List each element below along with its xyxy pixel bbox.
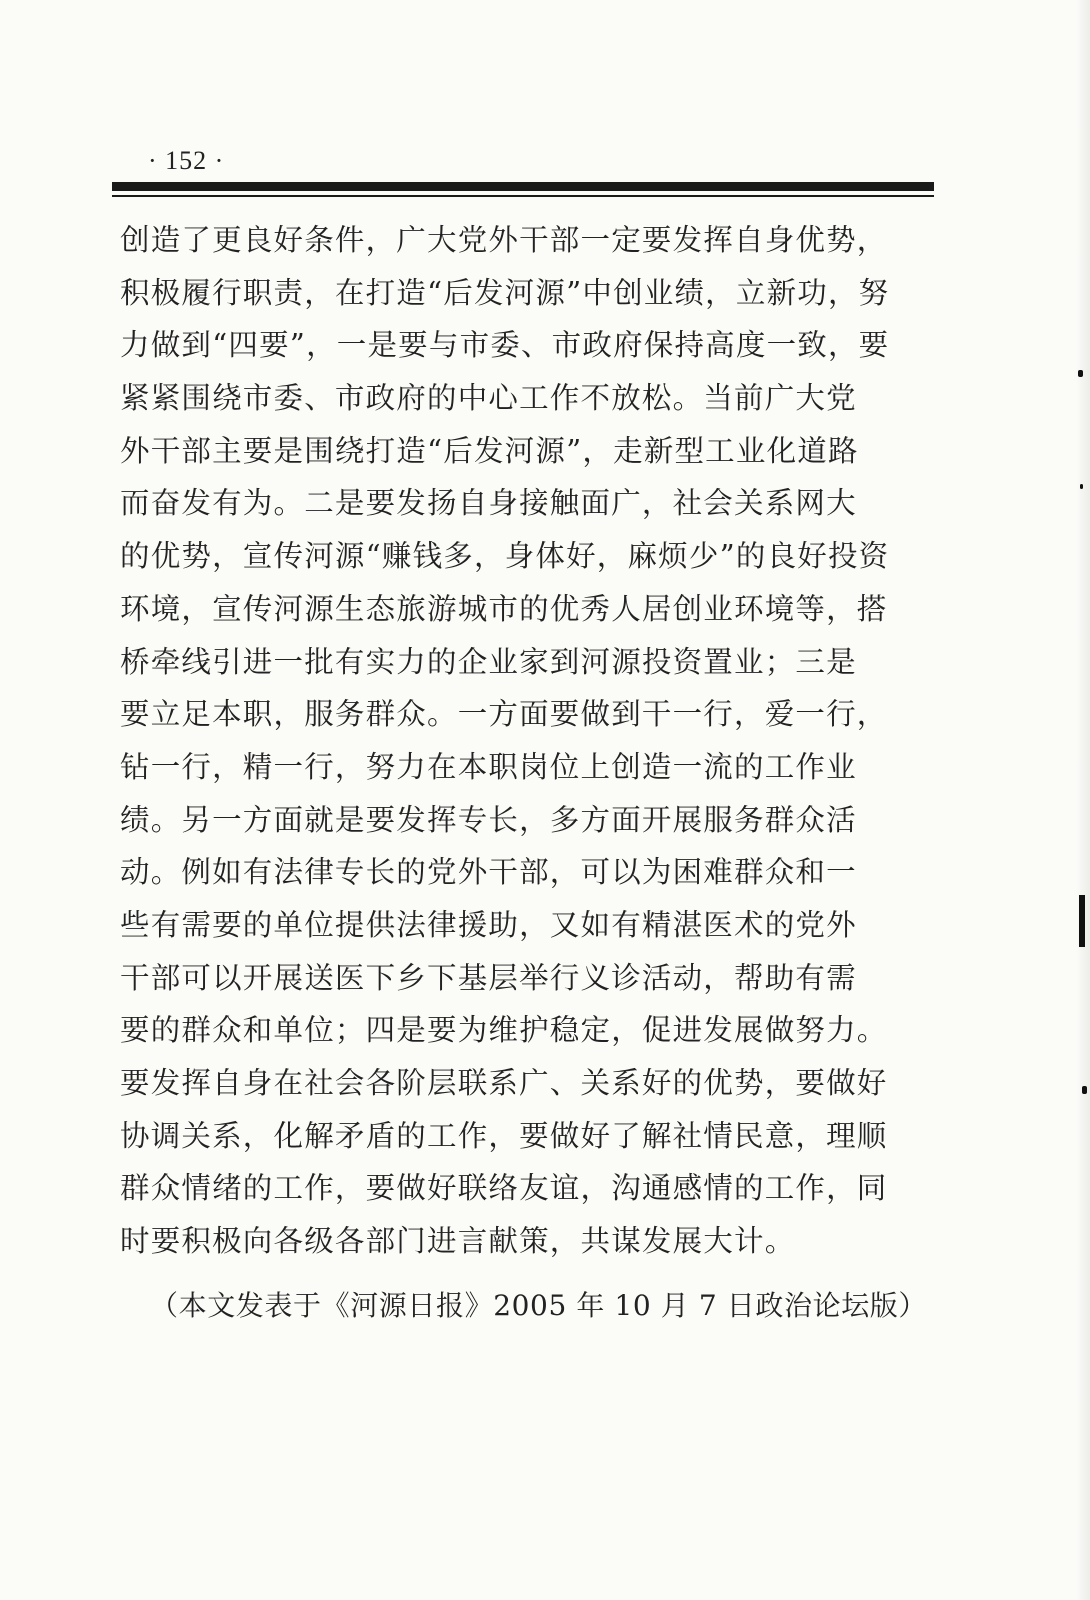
body-line: 群众情绪的工作，要做好联络友谊，沟通感情的工作，同 [120, 1171, 888, 1206]
body-line: 的优势，宣传河源“赚钱多，身体好，麻烦少”的良好投资 [120, 539, 890, 574]
body-line: 钻一行，精一行，努力在本职岗位上创造一流的工作业 [120, 749, 857, 784]
source-note: （本文发表于《河源日报》2005 年 10 月 7 日政治论坛版） [150, 1289, 928, 1322]
body-line: 要的群众和单位；四是要为维护稳定，促进发展做努力。 [120, 1013, 888, 1048]
body-line: 外干部主要是围绕打造“后发河源”，走新型工业化道路 [120, 433, 859, 468]
body-line: 环境，宣传河源生态旅游城市的优秀人居创业环境等，搭 [120, 591, 888, 626]
body-line: 积极履行职责，在打造“后发河源”中创业绩，立新功，努 [120, 275, 890, 310]
page-number: · 152 · [148, 146, 225, 175]
body-line: 干部可以开展送医下乡下基层举行义诊活动，帮助有需 [120, 960, 857, 995]
body-line: 要立足本职，服务群众。一方面要做到干一行，爱一行， [120, 697, 888, 732]
body-line: 协调关系，化解矛盾的工作，要做好了解社情民意，理顺 [120, 1118, 888, 1153]
body-line: 力做到“四要”，一是要与市委、市政府保持高度一致，要 [120, 328, 890, 363]
header-rule-thick [112, 182, 934, 191]
body-line: 桥牵线引进一批有实力的企业家到河源投资置业；三是 [120, 644, 857, 679]
body-line: 时要积极向各级各部门进言献策，共谋发展大计。 [120, 1224, 796, 1259]
body-line: 动。例如有法律专长的党外干部，可以为困难群众和一 [120, 855, 857, 890]
body-line: 绩。另一方面就是要发挥专长，多方面开展服务群众活 [120, 802, 857, 837]
body-line: 紧紧围绕市委、市政府的中心工作不放松。当前广大党 [120, 381, 857, 416]
body-line: 创造了更良好条件，广大党外干部一定要发挥自身优势， [120, 223, 888, 257]
header-rule-thin [112, 195, 934, 197]
body-line: 些有需要的单位提供法律援助，又如有精湛医术的党外 [120, 907, 857, 942]
body-line: 要发挥自身在社会各阶层联系广、关系好的优势，要做好 [120, 1066, 888, 1100]
page-header [112, 146, 932, 176]
body-text [120, 214, 946, 1268]
page-edge-shadow [1076, 0, 1090, 1600]
body-line: 而奋发有为。二是要发扬自身接触面广，社会关系网大 [120, 486, 857, 521]
